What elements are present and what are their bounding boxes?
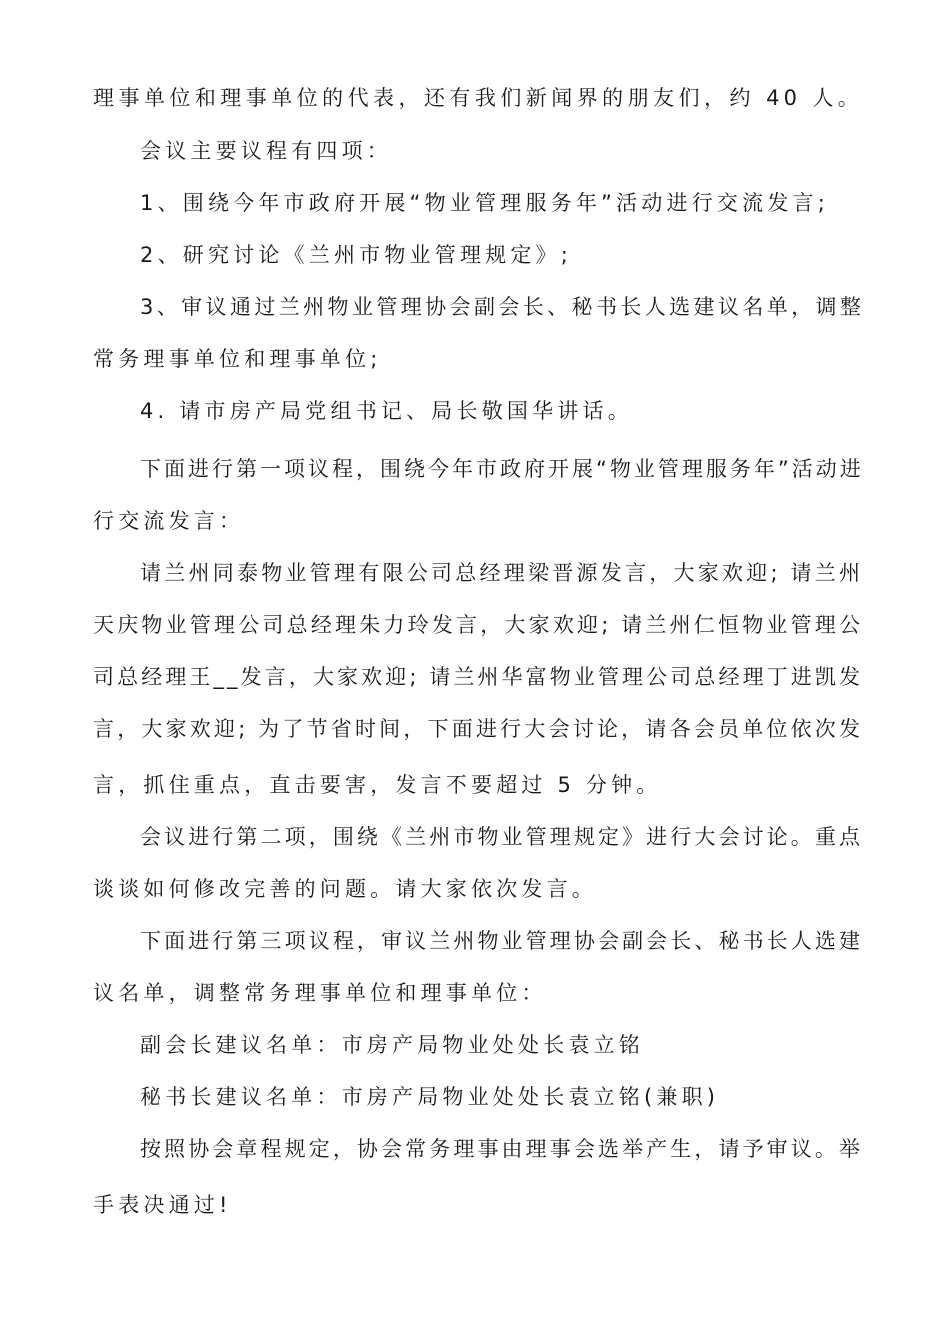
text-line: 言，抓住重点，直击要害，发言不要超过 5 分钟。	[93, 773, 662, 797]
text-line: 3、审议通过兰州物业管理协会副会长、秘书长人选建议名单，调整	[140, 295, 865, 319]
text-line: 请兰州同泰物业管理有限公司总经理梁晋源发言，大家欢迎; 请兰州	[140, 561, 863, 585]
text-line: 下面进行第一项议程，围绕今年市政府开展“物业管理服务年”活动进	[140, 457, 864, 481]
text-line: 言，大家欢迎; 为了节省时间，下面进行大会讨论，请各会员单位依次发	[93, 717, 863, 741]
text-line: 司总经理王__发言，大家欢迎; 请兰州华富物业管理公司总经理丁进凯发	[93, 665, 863, 689]
text-line: 1、围绕今年市政府开展“物业管理服务年”活动进行交流发言;	[140, 191, 829, 215]
text-line: 谈谈如何修改完善的问题。请大家依次发言。	[93, 877, 597, 901]
text-line: 手表决通过!	[93, 1193, 232, 1217]
text-line: 天庆物业管理公司总经理朱力玲发言，大家欢迎; 请兰州仁恒物业管理公	[93, 613, 863, 637]
text-line: 理事单位和理事单位的代表，还有我们新闻界的朋友们，约 40 人。	[93, 86, 863, 110]
text-line: 4. 请市房产局党组书记、局长敬国华讲话。	[140, 399, 633, 423]
text-line: 会议进行第二项，围绕《兰州市物业管理规定》进行大会讨论。重点	[140, 825, 863, 849]
text-line: 按照协会章程规定，协会常务理事由理事会选举产生，请予审议。举	[140, 1137, 863, 1161]
text-line: 会议主要议程有四项：	[140, 139, 392, 163]
text-line: 下面进行第三项议程，审议兰州物业管理协会副会长、秘书长人选建	[140, 929, 863, 953]
text-line: 行交流发言：	[93, 509, 245, 533]
text-line: 常务理事单位和理事单位;	[93, 347, 382, 371]
text-line: 副会长建议名单：市房产局物业处处长袁立铭	[140, 1033, 644, 1057]
text-line: 2、研究讨论《兰州市物业管理规定》;	[140, 243, 573, 267]
text-line: 秘书长建议名单：市房产局物业处处长袁立铭(兼职)	[140, 1085, 720, 1109]
text-line: 议名单，调整常务理事单位和理事单位：	[93, 981, 547, 1005]
